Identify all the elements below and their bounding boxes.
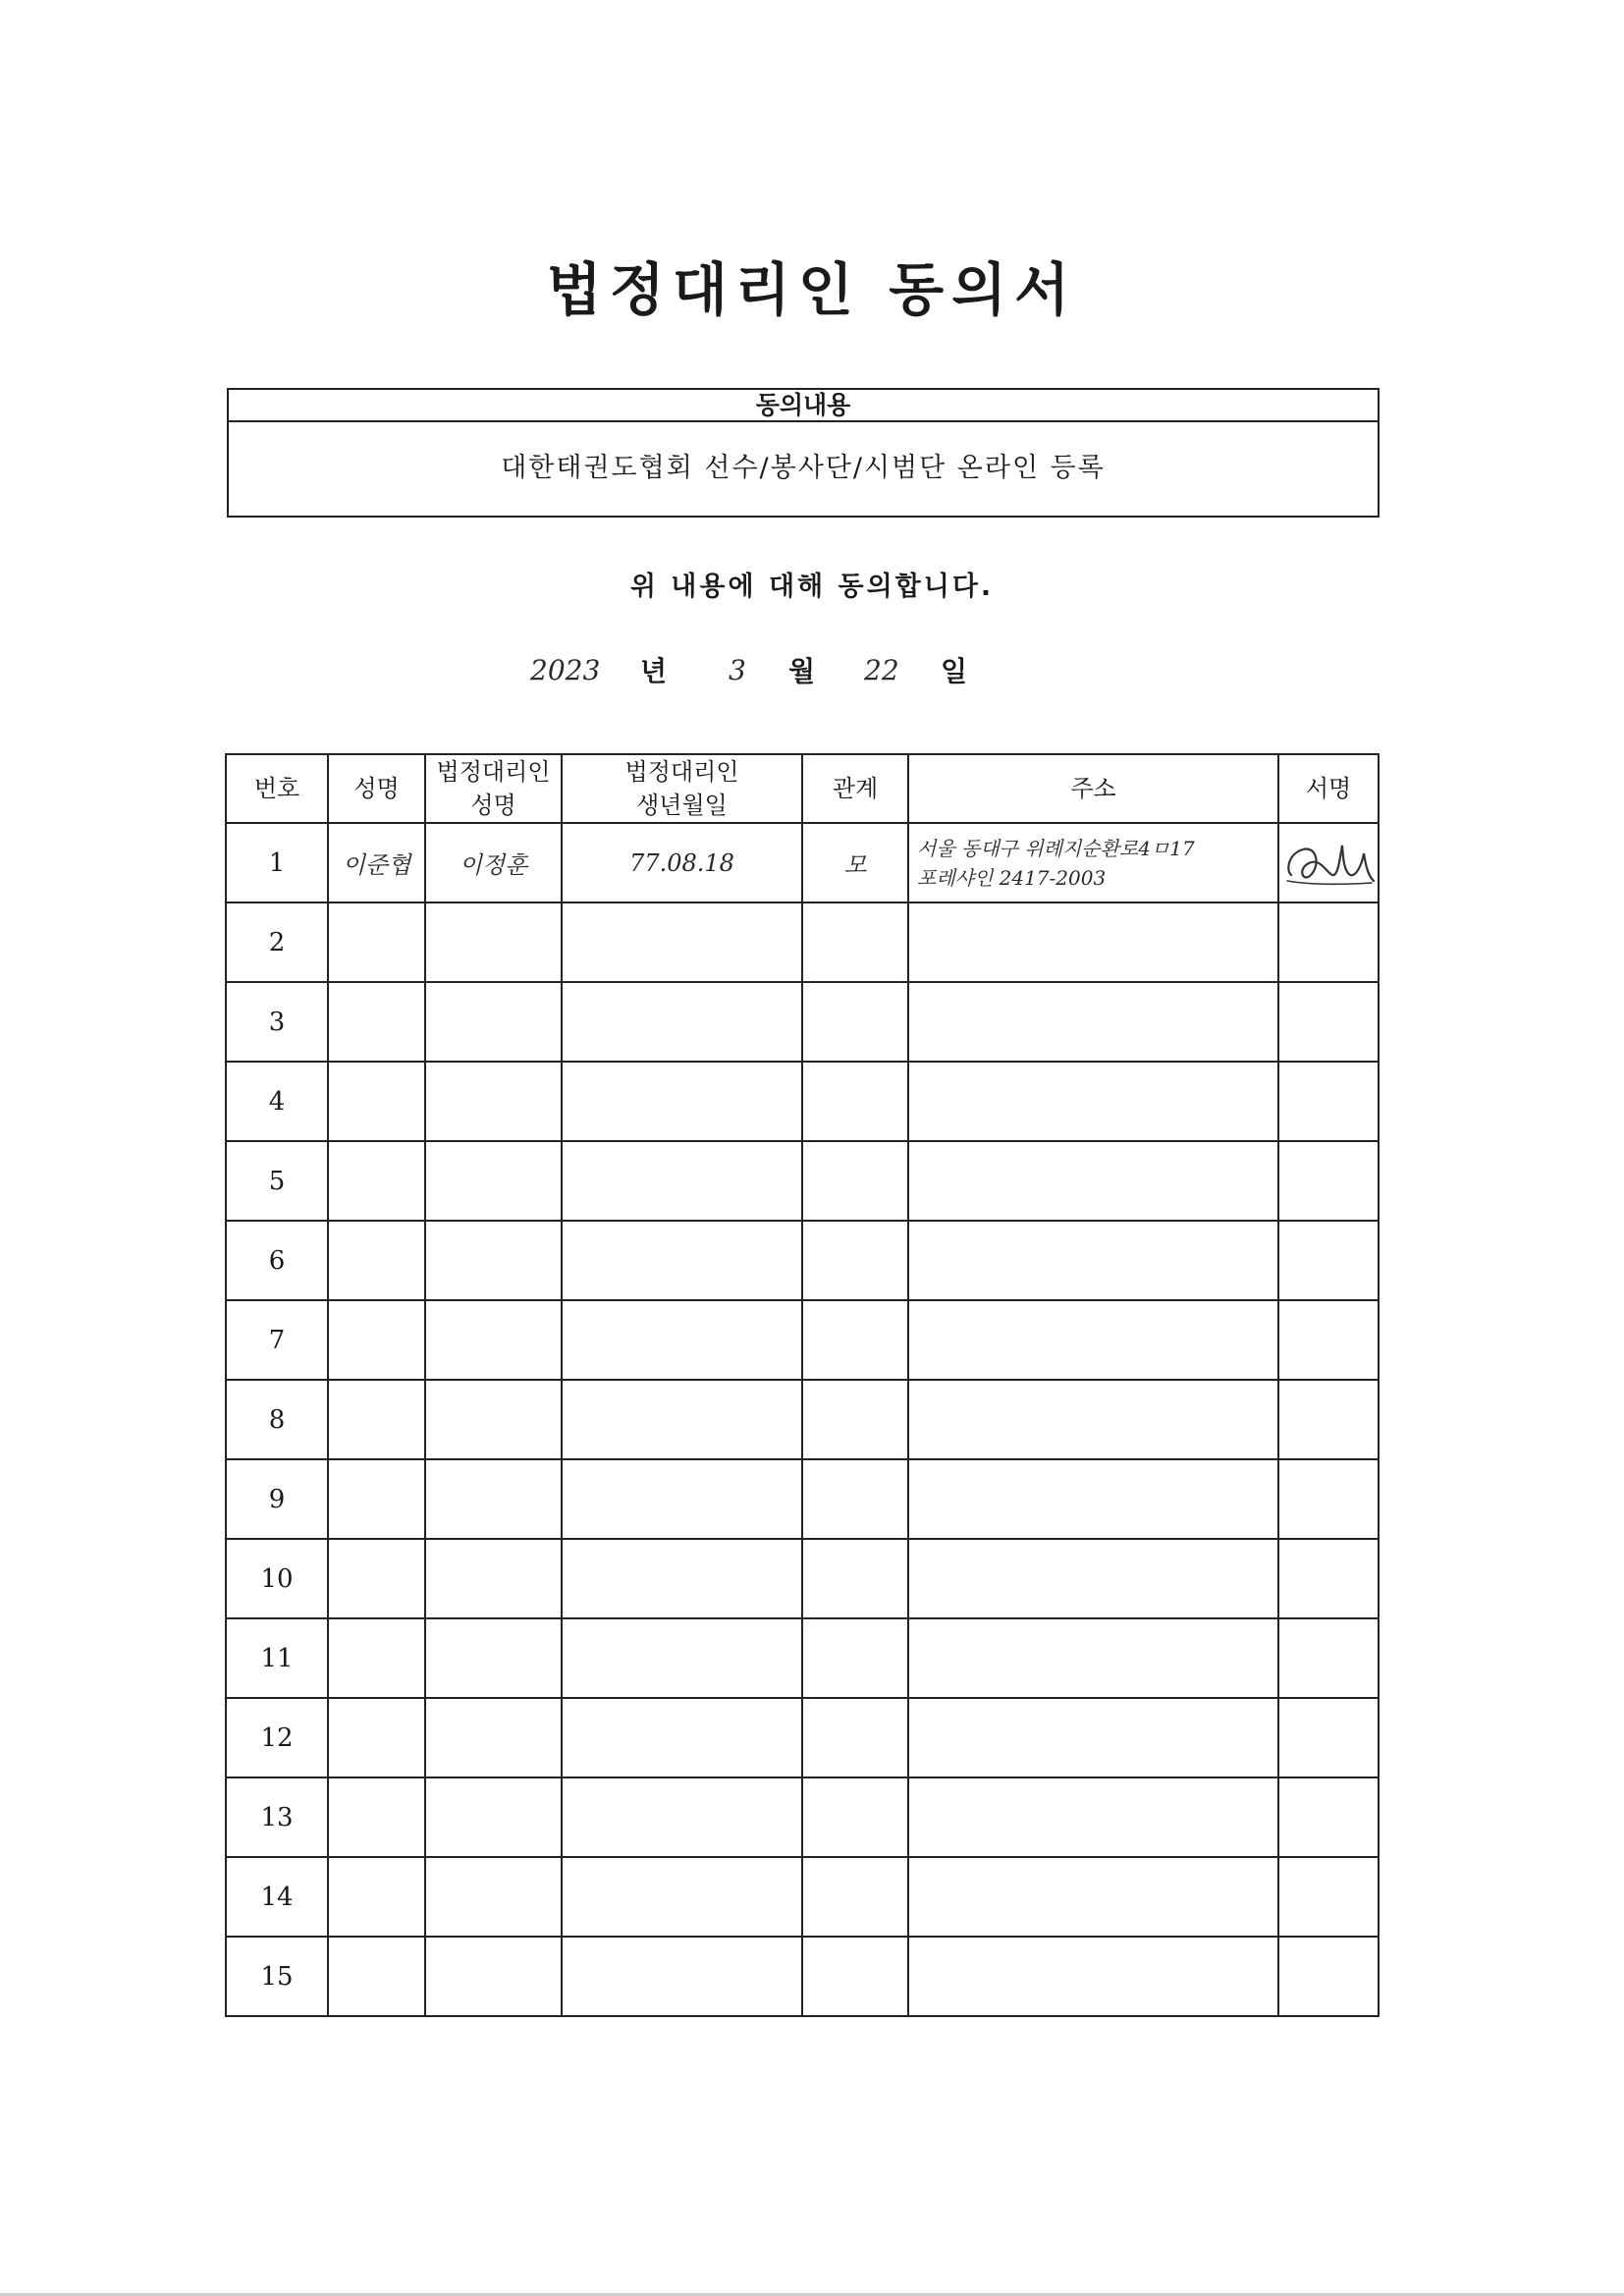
table-row — [226, 823, 1379, 902]
row-guardian-birth — [562, 1459, 802, 1539]
row-relation — [802, 1937, 908, 2016]
row-relation — [802, 1698, 908, 1777]
signature-scribble — [1281, 826, 1376, 895]
row-number: 5 — [226, 1141, 328, 1221]
date-year: 2023 — [530, 654, 601, 686]
table-row — [226, 1300, 1379, 1380]
table-row — [226, 1539, 1379, 1618]
row-relation — [802, 1777, 908, 1857]
row-address-line1: 서울 동대구 위례지순환로4ㅁ17 — [917, 836, 1195, 860]
date-month: 3 — [729, 654, 746, 686]
table-row — [226, 1937, 1379, 2016]
row-name — [328, 902, 425, 982]
row-guardian-birth — [562, 1380, 802, 1459]
row-signature — [1278, 1937, 1379, 2016]
row-relation — [802, 982, 908, 1062]
row-number: 11 — [226, 1618, 328, 1698]
table-row — [226, 982, 1379, 1062]
row-guardian-birth — [562, 1300, 802, 1380]
row-signature — [1278, 1857, 1379, 1937]
table-row — [226, 1380, 1379, 1459]
row-relation — [802, 1459, 908, 1539]
row-guardian-name — [425, 902, 562, 982]
row-relation — [802, 1141, 908, 1221]
row-guardian-name — [425, 1698, 562, 1777]
row-name — [328, 1300, 425, 1380]
row-name — [328, 982, 425, 1062]
row-number: 13 — [226, 1777, 328, 1857]
row-relation: 모 — [802, 823, 908, 902]
row-relation — [802, 1062, 908, 1141]
row-relation — [802, 1618, 908, 1698]
row-signature — [1278, 902, 1379, 982]
row-name: 이준협 — [328, 823, 425, 902]
date-day-unit: 일 — [941, 655, 968, 687]
row-guardian-name — [425, 982, 562, 1062]
row-guardian-birth — [562, 1062, 802, 1141]
row-number: 7 — [226, 1300, 328, 1380]
row-signature — [1278, 1777, 1379, 1857]
table-row — [226, 1777, 1379, 1857]
row-guardian-name: 이정훈 — [425, 823, 562, 902]
row-address — [908, 1380, 1278, 1459]
row-guardian-name — [425, 1221, 562, 1300]
row-name — [328, 1141, 425, 1221]
row-number: 12 — [226, 1698, 328, 1777]
row-address — [908, 982, 1278, 1062]
row-signature — [1278, 1141, 1379, 1221]
row-name — [328, 1380, 425, 1459]
row-address-line2: 포레샤인 2417-2003 — [917, 865, 1107, 890]
row-number: 10 — [226, 1539, 328, 1618]
row-name — [328, 1221, 425, 1300]
consent-header: 동의내용 — [229, 390, 1378, 422]
row-address — [908, 1857, 1278, 1937]
row-name — [328, 1459, 425, 1539]
row-name — [328, 1062, 425, 1141]
row-guardian-name — [425, 1777, 562, 1857]
row-guardian-name — [425, 1618, 562, 1698]
row-address — [908, 1221, 1278, 1300]
row-signature — [1278, 1380, 1379, 1459]
row-name — [328, 1937, 425, 2016]
row-signature — [1278, 1062, 1379, 1141]
row-name — [328, 1777, 425, 1857]
table-row — [226, 902, 1379, 982]
row-number: 9 — [226, 1459, 328, 1539]
row-number: 2 — [226, 902, 328, 982]
row-address — [908, 1539, 1278, 1618]
agreement-statement: 위 내용에 대해 동의합니다. — [629, 572, 995, 602]
row-name — [328, 1857, 425, 1937]
row-address — [908, 1141, 1278, 1221]
registration-table — [225, 753, 1380, 2017]
header-signature: 서명 — [1278, 754, 1379, 823]
row-number: 4 — [226, 1062, 328, 1141]
row-guardian-name — [425, 1459, 562, 1539]
row-signature — [1278, 823, 1379, 902]
row-guardian-name — [425, 1300, 562, 1380]
row-relation — [802, 1539, 908, 1618]
table-row — [226, 1459, 1379, 1539]
header-guardian-name — [425, 754, 562, 823]
header-address: 주소 — [908, 754, 1278, 823]
row-signature — [1278, 1300, 1379, 1380]
table-row — [226, 1857, 1379, 1937]
row-address — [908, 1618, 1278, 1698]
row-address — [908, 1698, 1278, 1777]
row-number: 6 — [226, 1221, 328, 1300]
consent-content: 대한태권도협회 선수/봉사단/시범단 온라인 등록 — [501, 453, 1106, 483]
row-guardian-name — [425, 1141, 562, 1221]
row-address — [908, 1300, 1278, 1380]
header-guardian-birth-line1: 법정대리인 — [624, 758, 739, 786]
header-guardian-birth-line2: 생년월일 — [636, 792, 728, 819]
row-signature — [1278, 1221, 1379, 1300]
header-relation: 관계 — [802, 754, 908, 823]
row-address — [908, 1777, 1278, 1857]
row-name — [328, 1539, 425, 1618]
row-guardian-birth — [562, 1221, 802, 1300]
table-row — [226, 1698, 1379, 1777]
row-guardian-name — [425, 1380, 562, 1459]
row-name — [328, 1698, 425, 1777]
row-address — [908, 902, 1278, 982]
row-address — [908, 1062, 1278, 1141]
table-row — [226, 1062, 1379, 1141]
row-guardian-name — [425, 1937, 562, 2016]
row-address — [908, 1937, 1278, 2016]
row-number: 15 — [226, 1937, 328, 2016]
header-number: 번호 — [226, 754, 328, 823]
table-header-row — [226, 754, 1379, 823]
header-guardian-name-line1: 법정대리인 — [436, 758, 551, 786]
document-title: 법정대리인 동의서 — [546, 256, 1078, 323]
row-signature — [1278, 1618, 1379, 1698]
row-relation — [802, 1857, 908, 1937]
row-guardian-birth — [562, 1937, 802, 2016]
row-signature — [1278, 1698, 1379, 1777]
row-guardian-birth: 77.08.18 — [562, 823, 802, 902]
row-relation — [802, 1380, 908, 1459]
header-name: 성명 — [328, 754, 425, 823]
header-guardian-birth — [562, 754, 802, 823]
row-guardian-name — [425, 1857, 562, 1937]
row-guardian-birth — [562, 1698, 802, 1777]
row-guardian-birth — [562, 1618, 802, 1698]
date-year-unit: 년 — [640, 655, 668, 687]
row-guardian-birth — [562, 1857, 802, 1937]
consent-box — [227, 388, 1380, 518]
row-address — [908, 1459, 1278, 1539]
row-signature — [1278, 1459, 1379, 1539]
row-guardian-name — [425, 1062, 562, 1141]
row-relation — [802, 1221, 908, 1300]
row-number: 8 — [226, 1380, 328, 1459]
date-day: 22 — [864, 654, 899, 686]
row-guardian-birth — [562, 982, 802, 1062]
row-guardian-birth — [562, 1141, 802, 1221]
row-relation — [802, 1300, 908, 1380]
row-signature — [1278, 1539, 1379, 1618]
row-number: 14 — [226, 1857, 328, 1937]
row-guardian-birth — [562, 1777, 802, 1857]
row-relation — [802, 902, 908, 982]
table-row — [226, 1141, 1379, 1221]
row-signature — [1278, 982, 1379, 1062]
row-guardian-name — [425, 1539, 562, 1618]
row-address — [908, 823, 1278, 902]
row-name — [328, 1618, 425, 1698]
table-row — [226, 1221, 1379, 1300]
table-row — [226, 1618, 1379, 1698]
row-guardian-birth — [562, 902, 802, 982]
row-guardian-birth — [562, 1539, 802, 1618]
header-guardian-name-line2: 성명 — [470, 792, 516, 819]
date-line — [0, 650, 1624, 699]
date-month-unit: 월 — [788, 655, 816, 687]
row-number: 3 — [226, 982, 328, 1062]
row-number: 1 — [226, 823, 328, 902]
